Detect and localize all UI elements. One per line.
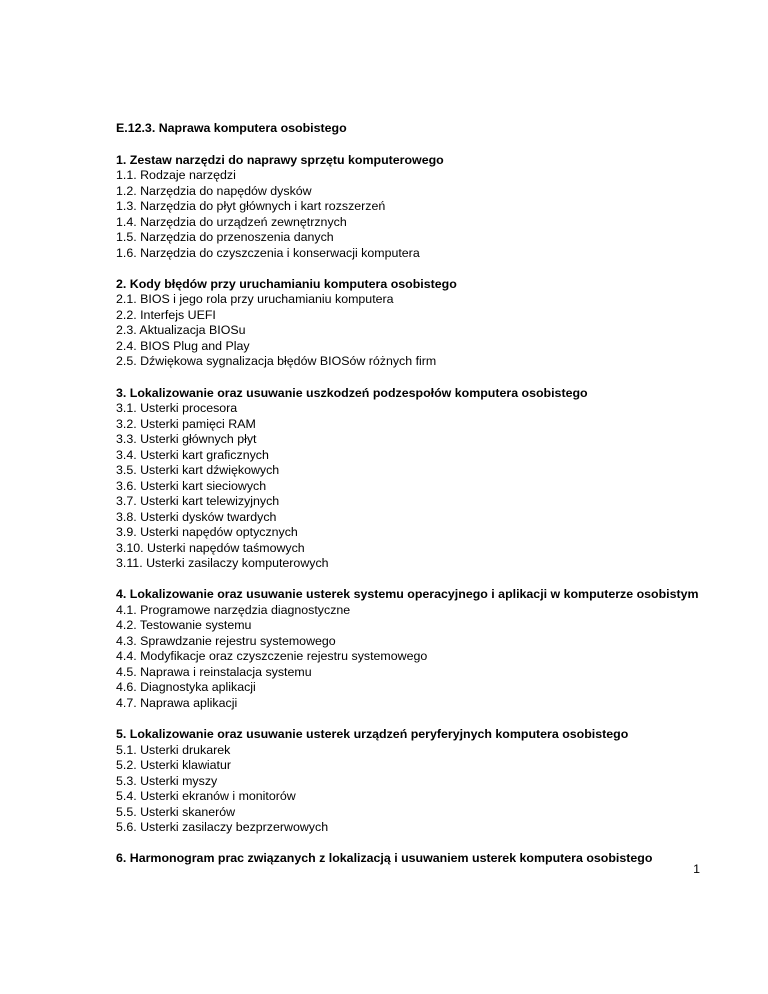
list-item: 1.3. Narzędzia do płyt głównych i kart rozszerzeń [116,199,386,213]
list-item: 2.3. Aktualizacja BIOSu [116,323,246,338]
list-item: 2.2. Interfejs UEFI [116,307,216,322]
section-gap [116,572,716,588]
list-item: 3.1. Usterki procesora [116,401,238,416]
page-number: 1 [693,862,700,876]
list-item: 1.4. Narzędzia do urządzeń zewnętrznych [116,214,347,229]
list-item: 4.7. Naprawa aplikacji [116,695,238,710]
section-5 [116,727,716,836]
list-item: 3.6. Usterki kart sieciowych [116,478,267,493]
list-item: 3.9. Usterki napędów optycznych [116,525,298,540]
document-body [116,121,716,867]
list-item: 5.5. Usterki skanerów [116,804,236,819]
list-item: 3.3. Usterki głównych płyt [116,432,257,447]
section-2 [116,277,716,370]
list-item: 5.2. Usterki klawiatur [116,758,231,773]
list-item: 4.6. Diagnostyka aplikacji [116,680,256,695]
list-item: 5.6. Usterki zasilaczy bezprzerwowych [116,820,329,835]
document-title: E.12.3. Naprawa komputera osobistego [116,121,347,135]
list-item: 5.1. Usterki drukarek [116,742,231,757]
section-heading: 2. Kody błędów przy uruchamianiu komputera osobistego [116,276,457,291]
list-item: 3.4. Usterki kart graficznych [116,447,269,462]
list-item: 2.5. Dźwiękowa sygnalizacja błędów BIOSów różnych firm [116,354,437,369]
section-gap [116,370,716,386]
section-heading: 5. Lokalizowanie oraz usuwanie usterek urządzeń peryferyjnych komputera osobistego [116,727,629,742]
section-heading: 1. Zestaw narzędzi do naprawy sprzętu komputerowego [116,152,444,167]
list-item: 2.4. BIOS Plug and Play [116,338,250,353]
list-item: 2.1. BIOS i jego rola przy uruchamianiu komputera [116,292,394,307]
section-heading: 6. Harmonogram prac związanych z lokalizacją i usuwaniem usterek komputera osobistego [116,851,653,866]
title-spacer [116,137,716,153]
section-6 [116,851,716,867]
section-1 [116,153,716,262]
list-item: 1.1. Rodzaje narzędzi [116,168,236,182]
list-item: 5.3. Usterki myszy [116,773,218,788]
list-item: 3.8. Usterki dysków twardych [116,509,277,524]
section-gap [116,836,716,852]
list-item: 5.4. Usterki ekranów i monitorów [116,789,296,804]
list-item: 3.11. Usterki zasilaczy komputerowych [116,556,329,571]
list-item: 1.5. Narzędzia do przenoszenia danych [116,230,334,244]
section-heading: 3. Lokalizowanie oraz usuwanie uszkodzeń podzespołów komputera osobistego [116,385,588,400]
section-gap [116,711,716,727]
section-4 [116,587,716,711]
list-item: 3.10. Usterki napędów taśmowych [116,540,305,555]
list-item: 4.2. Testowanie systemu [116,618,252,633]
list-item: 1.6. Narzędzia do czyszczenia i konserwacji komputera [116,245,420,260]
list-item: 3.5. Usterki kart dźwiękowych [116,463,280,478]
list-item: 1.2. Narzędzia do napędów dysków [116,183,312,198]
list-item: 4.3. Sprawdzanie rejestru systemowego [116,633,336,648]
section-heading: 4. Lokalizowanie oraz usuwanie usterek systemu operacyjnego i aplikacji w komputerze osobistym [116,587,699,602]
section-3 [116,386,716,572]
list-item: 4.5. Naprawa i reinstalacja systemu [116,664,312,679]
list-item: 3.7. Usterki kart telewizyjnych [116,494,280,509]
list-item: 3.2. Usterki pamięci RAM [116,416,256,431]
section-gap [116,261,716,277]
list-item: 4.4. Modyfikacje oraz czyszczenie rejestru systemowego [116,649,428,664]
list-item: 4.1. Programowe narzędzia diagnostyczne [116,602,351,617]
